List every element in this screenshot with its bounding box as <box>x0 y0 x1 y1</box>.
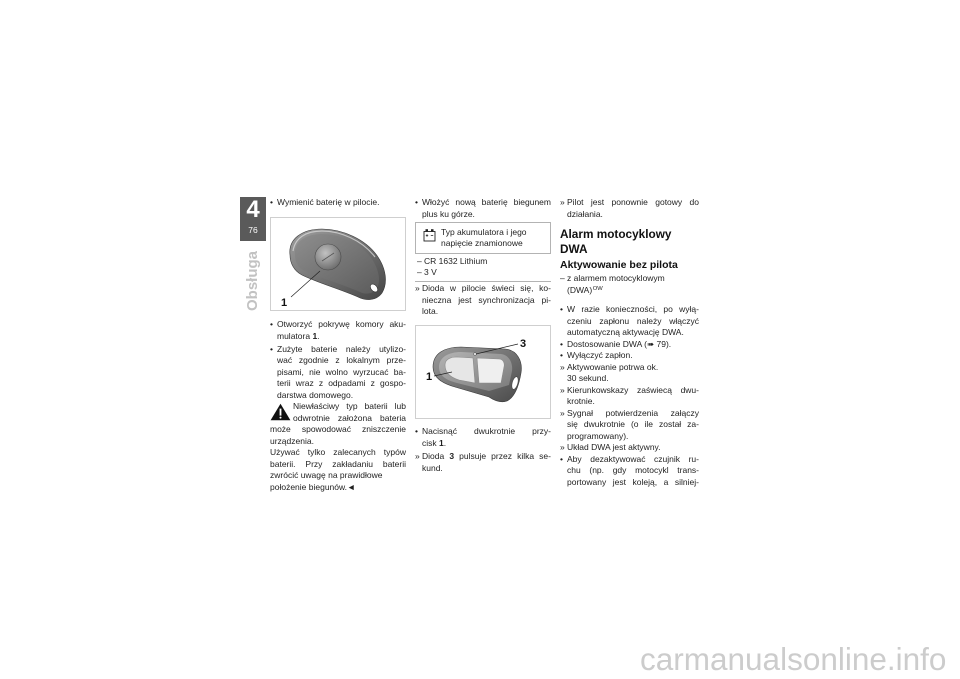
text-line: się dwukrotnie (o ile został za- <box>567 419 699 430</box>
text-line: Aktywowanie potrwa ok. <box>567 361 659 372</box>
text-line: położenie biegunów.◄ <box>270 481 356 492</box>
bullet-marker: • <box>560 304 563 315</box>
battery-spec-box <box>415 222 551 282</box>
result-activation-duration <box>560 362 699 385</box>
text-line: darstwa domowego. <box>277 389 354 400</box>
step-auto-activation <box>560 304 699 339</box>
result-marker: » <box>560 407 565 418</box>
page-number: 76 <box>248 225 258 235</box>
bullet-marker: • <box>560 453 563 464</box>
text-line: Układ DWA jest aktywny. <box>567 442 661 453</box>
text-line: czeniu zapłonu należy włączyć <box>567 315 699 326</box>
condition-dwa <box>560 273 699 298</box>
chapter-number: 4 <box>246 196 260 223</box>
result-led-on <box>415 283 551 318</box>
dash-marker: – <box>560 273 565 284</box>
text-line: z alarmem motocyklowym <box>567 273 665 284</box>
text-line <box>567 285 699 299</box>
text-line: Używać tylko zalecanych typów <box>270 447 406 457</box>
text-line: może spowodować zniszczenie <box>270 424 406 434</box>
text-line: kund. <box>422 462 443 473</box>
subsection-heading: Aktywowanie bez pilota <box>560 258 678 271</box>
step-ignition-off <box>560 350 699 362</box>
figure-battery-cover <box>270 217 406 311</box>
text-fragment: 79). <box>654 338 672 349</box>
result-marker: » <box>560 197 565 208</box>
dash-marker: – <box>417 267 422 278</box>
text-fragment: mulatora <box>277 330 313 341</box>
section-title: Obsługa <box>244 251 261 312</box>
text-line <box>422 438 551 450</box>
result-marker: » <box>560 361 565 372</box>
text-line: Dioda w pilocie świeci się, ko- <box>422 283 551 294</box>
result-led-pulse <box>415 451 551 474</box>
heading-line: DWA <box>560 242 588 257</box>
step-deactivate-sensor <box>560 454 699 489</box>
bullet-marker: • <box>270 343 273 354</box>
text-line: Kierunkowskazy zaświecą dwu- <box>567 384 699 395</box>
result-indicators <box>560 385 699 408</box>
column-2 <box>415 197 551 474</box>
text-line: programowany). <box>567 430 629 441</box>
callout-label: 1 <box>281 297 288 310</box>
watermark: carmanualsonline.info <box>640 641 947 677</box>
spec-header <box>415 222 551 254</box>
text-fragment: Dostosowanie DWA ( <box>567 338 647 349</box>
text-line: CR 1632 Lithium <box>424 255 488 266</box>
section-heading <box>560 227 699 257</box>
bullet-marker: • <box>560 338 563 349</box>
result-remote-ready <box>560 197 699 220</box>
heading-line: Alarm motocyklowy <box>560 227 672 242</box>
text-line: Pilot jest ponownie gotowy do <box>567 197 699 208</box>
text-fragment: . <box>317 330 320 341</box>
text-line: Wymienić baterię w pilocie. <box>277 197 380 208</box>
result-marker: » <box>415 283 420 294</box>
battery-icon <box>423 228 436 242</box>
spec-values <box>415 254 551 282</box>
text-line: chu (np. gdy motocykl trans- <box>567 465 699 476</box>
text-line <box>567 339 699 351</box>
callout-label-button: 1 <box>426 371 433 384</box>
chapter-tab <box>240 197 266 241</box>
warning-triangle-icon <box>270 403 291 421</box>
text-line: W razie konieczności, po wyłą- <box>567 304 699 315</box>
text-line: baterii. Przy zakładaniu baterii <box>270 458 406 469</box>
dash-marker: – <box>417 255 422 266</box>
text-line: wać zgodnie z lokalnym prze- <box>277 355 406 365</box>
text-line: terii wraz z odpadami z gospo- <box>277 378 406 388</box>
text-line: Zużyte baterie należy utylizo- <box>277 343 406 354</box>
figure-remote-buttons <box>415 325 551 419</box>
reference-number: 1 <box>439 437 444 448</box>
step-dispose-battery <box>270 344 406 402</box>
text-line: Nacisnąć dwukrotnie przy- <box>422 426 551 437</box>
text-line <box>277 331 406 343</box>
text-fragment: pulsuje przez kilka se- <box>454 451 551 462</box>
text-line: lota. <box>422 306 439 317</box>
result-marker: » <box>560 442 565 453</box>
remote-button-small <box>477 358 504 383</box>
text-line: Niewłaściwy typ baterii lub <box>293 401 406 411</box>
text-line: nieczna jest synchronizacja pi- <box>422 294 551 305</box>
step-adjust-dwa <box>560 339 699 351</box>
spec-header-line: napięcie znamionowe <box>441 238 523 249</box>
column-3 <box>560 197 699 488</box>
result-marker: » <box>560 384 565 395</box>
step-insert-battery <box>415 197 551 220</box>
text-line: Włożyć nową baterię biegunem <box>422 197 551 208</box>
option-code: OW <box>592 285 603 292</box>
text-line: urządzenia. <box>270 435 314 446</box>
bullet-marker: • <box>270 197 273 208</box>
key-fob-battery-cover-illustration <box>270 217 406 311</box>
result-marker: » <box>415 451 420 462</box>
text-line: 3 V <box>424 267 437 278</box>
text-fragment: Dioda <box>422 451 450 462</box>
spec-value-type <box>417 256 551 268</box>
step-press-button <box>415 426 551 449</box>
text-fragment: (DWA) <box>567 284 593 295</box>
text-line: Wyłączyć zapłon. <box>567 350 633 361</box>
bullet-marker: • <box>270 319 273 329</box>
text-line: 30 sekund. <box>567 373 609 384</box>
result-dwa-active <box>560 442 699 454</box>
key-fob-buttons-illustration <box>415 325 551 419</box>
spec-header-line: Typ akumulatora i jego <box>441 226 527 237</box>
text-fragment: . <box>443 437 447 448</box>
text-line: Sygnał potwierdzenia załączy <box>567 407 699 418</box>
bullet-marker: • <box>415 426 418 437</box>
step-open-cover <box>270 319 406 342</box>
text-line: działania. <box>567 208 603 219</box>
column-1 <box>270 197 406 493</box>
warning-note <box>270 401 406 493</box>
text-line: Otworzyć pokrywę komory aku- <box>277 319 406 329</box>
spec-value-voltage <box>417 267 551 279</box>
text-line: krotnie. <box>567 396 595 407</box>
result-confirmation-signal <box>560 408 699 443</box>
text-line: portowany jest koleją, a silniej- <box>567 476 699 487</box>
text-line <box>422 451 551 463</box>
bullet-marker: • <box>415 197 418 208</box>
reference-number: 3 <box>449 451 455 462</box>
step-replace-battery <box>270 197 406 209</box>
callout-label-led: 3 <box>520 338 527 351</box>
text-line: zwrócić uwagę na prawidłowe <box>270 470 383 480</box>
reference-number: 1 <box>312 330 318 341</box>
text-line: odwrotnie założona bateria <box>293 412 406 423</box>
text-line: Aby dezaktywować czujnik ru- <box>567 453 699 464</box>
bullet-marker: • <box>560 350 563 361</box>
text-line: pisami, nie wolno wyrzucać ba- <box>277 366 406 377</box>
text-fragment: cisk <box>422 437 439 448</box>
page-reference-arrow-icon: ➠ <box>647 338 655 349</box>
text-line: plus ku górze. <box>422 208 475 219</box>
text-line: automatyczną aktywację DWA. <box>567 327 684 338</box>
